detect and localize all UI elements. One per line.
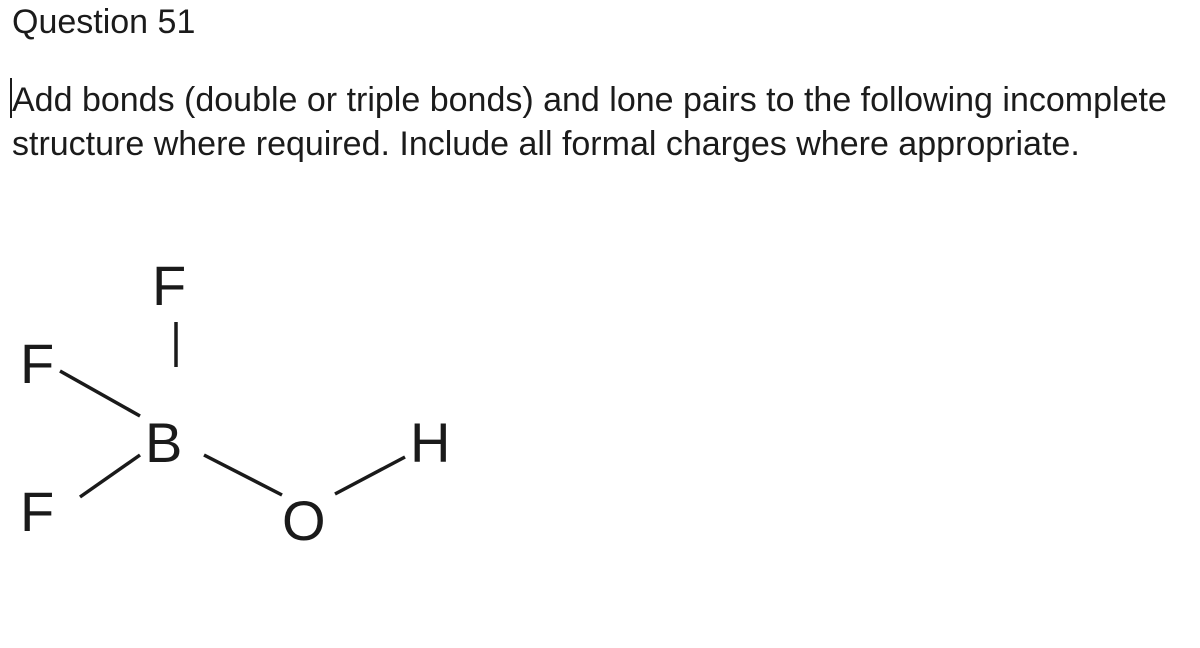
atom-f-left-lower: F: [20, 480, 55, 543]
bond-o-h: [335, 457, 405, 494]
atom-f-left-upper: F: [20, 332, 55, 395]
atom-boron: B: [145, 411, 183, 474]
atom-oxygen: O: [282, 489, 326, 552]
question-text: Add bonds (double or triple bonds) and lone pairs to the following incomplete structure where required. Include all formal charges where appropriate.: [12, 81, 1167, 163]
question-title: Question 51: [12, 3, 196, 41]
atom-f-top: F: [152, 254, 187, 317]
incomplete-lewis-structure: [0, 240, 520, 570]
atom-hydrogen: H: [410, 411, 451, 474]
bond-b-f-lower: [80, 455, 140, 497]
bond-b-f-upper: [60, 371, 140, 416]
bond-b-o: [204, 455, 282, 495]
